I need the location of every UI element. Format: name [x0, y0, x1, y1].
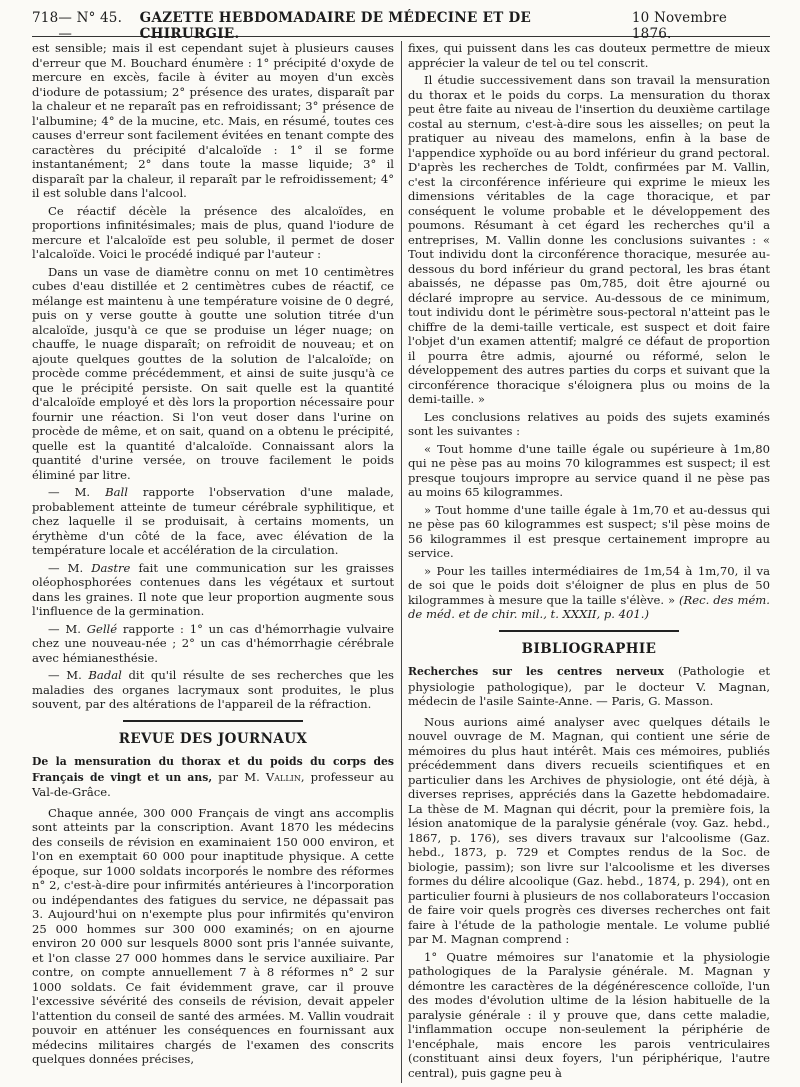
paragraph: est sensible; mais il est cependant sujet à plusieurs causes d'erreur que M. Bouchard énumère : 1° précipité d'oxyde de mercure en excès, facile à éviter au moyen d'un excès d'iodure de potassium; 2° présence des urates, disparaît par la chaleur et ne reparaît pas en refroidissant; 3° présence de l'albumine; 4° de la mucine, etc. Mais, en résumé, toutes ces causes d'erreur sont facilement évitées en tenant compte des caractères du précipité d'alcaloïde : 1° il se forme instantanément; 2° dans toute la masse liquide; 3° il disparaît par la chaleur, il reparaît par le refroidissement; 4° il est soluble dans l'alcool. — [32, 41, 394, 200]
section-rule — [123, 720, 303, 722]
paragraph: Ce réactif décèle la présence des alcaloïdes, en proportions infinitésimales; mais de plus, quand l'iodure de mercure et l'alcaloïde est peu soluble, il permet de doser l'alcaloïde. Voici le procédé indiqué par l'auteur : — [32, 203, 394, 261]
author-name: Ball — [105, 485, 128, 499]
paragraph-text: rapporte : 1° un cas d'hémorrhagie vulvaire chez une nouveau-née ; 2° un cas d'hémorrhagie cérébrale avec hémianesthésie. — [32, 621, 394, 665]
paragraph-text: » Pour les tailles intermédiaires de 1m,54 à 1m,70, il va de soi que le poids doit s'éloigner de plus en plus de 50 kilogrammes à mesure que la taille s'élève. » — [408, 563, 770, 607]
article-heading — [32, 754, 394, 800]
paragraph: Dans un vase de diamètre connu on met 10 centimètres cubes d'eau distillée et 2 centimètres cubes de réactif, ce mélange est maintenu à une température voisine de 0 degré, puis on y verse goutte à goutte une solution titrée d'un alcaloïde, jusqu'à ce que se produise un léger nuage; on chauffe, le nuage disparaît; on refroidit de nouveau; et on ajoute quelques gouttes de la solution de l'alcaloïde; on procède comme précédemment, et ainsi de suite jusqu'à ce que le précipité persiste. On sait quelle est la quantité d'alcaloïde employé et dès lors la proportion nécessaire pour fournir une réaction. Si l'on veut doser dans l'urine on procède de même, et on sait, quand on a obtenu le précipité, quelle est la quantité d'alcaloïde. Connaissant alors la quantité d'urine versée, on trouve facilement le poids éliminé par litre. — [32, 264, 394, 482]
paragraph: Chaque année, 300 000 Français de vingt ans accomplis sont atteints par la conscription. Avant 1870 les médecins des conseils de révision en examinaient 150 000 environ, et l'on en exemptait 60 000 pour inaptitude physique. A cette époque, sur 1000 soldats incorporés le nombre des réformes n° 2, c'est-à-dire pour infirmités antérieures à l'incorporation ou indépendantes des fatigues du service, ne dépassait pas 3. Aujourd'hui on n'exempte plus pour infirmités qu'environ 25 000 hommes sur 300 000 examinés; on en ajourne environ 20 000 sur lesquels 8000 sont pris l'année suivante, et l'on classe 27 000 hommes dans le service auxiliaire. Par contre, on compte annuellement 7 à 8 réformes n° 2 sur 1000 soldats. Ce fait évidemment grave, car il prouve l'excessive sévérité des conseils de révision, devait appeler l'attention du conseil de santé des armées. M. Vallin voudrait pouvoir en atténuer les conséquences en fournissant aux médecins militaires chargés de l'examen des conscrits quelques données précises, — [32, 805, 394, 1066]
paragraph: Nous aurions aimé analyser avec quelques détails le nouvel ouvrage de M. Magnan, qui contient une série de mémoires du plus haut intérêt. Mais ces mémoires, publiés précédemment dans divers recueils scientifiques et en particulier dans les Archives de physiologie, ont été déjà, à diverses reprises, appréciés dans la Gazette hebdomadaire. La thèse de M. Magnan qui décrit, pour la première fois, la lésion anatomique de la paralysie générale (voy. Gaz. hebd., 1867, p. 176), ses divers travaux sur l'alcoolisme (Gaz. hebd., 1873, p. 729 et Comptes rendus de la Soc. de biologie, passim); son livre sur l'alcoolisme et les diverses formes du délire alcoolique (Gaz. hebd., 1874, p. 294), ont en particulier fourni à plusieurs de nos collaborateurs l'occasion de faire voir quels progrès ces diverses recherches ont fait faire à l'étude de la pathologie mentale. Le volume publié par M. Magnan comprend : — [408, 714, 770, 946]
paragraph — [32, 668, 394, 712]
biblio-title: Recherches sur les centres nerveux — [408, 665, 664, 678]
article-author-suffix: , professeur au Val-de-Grâce. — [32, 769, 394, 799]
paragraph — [408, 564, 770, 622]
dash-prefix: — M. — [48, 668, 89, 682]
author-name: Badal — [88, 668, 122, 682]
dash-prefix: — M. — [48, 485, 106, 499]
journal-title: GAZETTE HEBDOMADAIRE DE MÉDECINE ET DE CHIRURGIE. — [139, 10, 532, 42]
paragraph — [32, 561, 394, 619]
paragraph: « Tout homme d'une taille égale ou supérieure à 1m,80 qui ne pèse pas au moins 70 kilogrammes est suspect; il est presque toujours impropre au service quand il ne pèse pas au moins 65 kilogrammes. — [408, 441, 770, 499]
section-title-revue: REVUE DES JOURNAUX — [118, 730, 308, 747]
dash-prefix: — M. — [48, 560, 92, 575]
article-author: Vallin — [265, 769, 301, 784]
paragraph-text: fait une communication sur les graisses oléophosphorées contenues dans les végétaux et surtout dans les graines. Il note que leur proportion augmente sous l'influence de la germination. — [32, 560, 394, 618]
issue-number: — N° 45. — — [58, 10, 123, 42]
paragraph — [32, 622, 394, 666]
paragraph-text: rapporte l'observation d'une malade, probablement atteinte de tumeur cérébrale syphilitique, et chez laquelle il se produisait, à certains moments, un érythème d'un côté de la face, avec élévation de la température locale et accélération de la circulation. — [32, 485, 394, 557]
paragraph: » Tout homme d'une taille égale à 1m,70 et au-dessus qui ne pèse pas 60 kilogrammes est suspect; s'il pèse moins de 56 kilogrammes il est presque certainement impropre au service. — [408, 502, 770, 560]
reference: (Rec. des mém. de méd. et de chir. mil., t. XXXII, p. 401.) — [408, 592, 770, 621]
section-title-bibliographie: BIBLIOGRAPHIE — [521, 640, 657, 657]
columns — [32, 41, 770, 1083]
author-name: Dastre — [91, 560, 131, 575]
article-title: De la mensuration du thorax et du poids du corps des Français de vingt et un ans, — [32, 755, 394, 784]
paragraph: 1° Quatre mémoires sur l'anatomie et la physiologie pathologiques de la Paralysie générale. M. Magnan y démontre les caractères de la dégénérescence colloïde, l'un des modes d'évolution ultime de la lésion habituelle de la paralysie générale : il y prouve que, dans cette maladie, l'inflammation occupe non-seulement la périphérie de l'encéphale, mais encore les parois ventriculaires (constituant ainsi deux foyers, l'un périphérique, l'autre central), puis gagne peu à — [408, 949, 770, 1080]
author-name: Gellé — [86, 621, 118, 636]
article-author-prefix: par M. — [212, 769, 266, 784]
paragraph: Il étudie successivement dans son travail la mensuration du thorax et le poids du corps. La mensuration du thorax peut être faite au niveau de l'insertion du deuxième cartilage costal au sternum, c'est-à-dire sous les aisselles; on peut la pratiquer au niveau des mamelons, enfin à la base de l'appendice xyphoïde ou au bord inférieur du grand pectoral. D'après les recherches de Toldt, confirmées par M. Vallin, c'est la circonférence inférieure qui exprime le mieux les dimensions véritables de la cage thoracique, et par conséquent le volume probable et le développement des poumons. Résumant à cet égard les recherches qu'il a entreprises, M. Vallin donne les conclusions suivantes : « Tout individu dont la circonférence thoracique, mesurée au-dessous du bord inférieur du grand pectoral, les bras étant abaissés, ne dépasse pas 0m,785, doit être ajourné ou déclaré impropre au service. Au-dessous de ce minimum, tout individu dont le périmètre sous-pectoral n'atteint pas le chiffre de la demi-taille verticale, est suspect et doit faire l'objet d'un examen attentif; malgré ce défaut de proportion il pourra être admis, ajourné ou réformé, selon le développement des autres parties du corps et suivant que la circonférence thoracique s'éloignera plus ou moins de la demi-taille. » — [408, 73, 770, 406]
column-divider — [401, 41, 402, 1083]
dash-prefix: — M. — [48, 621, 87, 636]
biblio-details: (Pathologie et physiologie pathologique), par le docteur V. Magnan, médecin de l'asile Sainte-Anne. — Paris, G. Masson. — [408, 664, 771, 708]
paragraph-text: dit qu'il résulte de ses recherches que les maladies des organes lacrymaux sont produites, le plus souvent, par des altérations de l'appareil de la réfraction. — [32, 668, 394, 711]
left-column — [32, 41, 394, 1083]
page-header — [32, 0, 770, 42]
biblio-heading — [408, 664, 770, 709]
paragraph: fixes, qui puissent dans les cas douteux permettre de mieux apprécier la valeur de tel ou tel conscrit. — [408, 41, 770, 70]
right-column — [408, 41, 770, 1083]
page-number: 718 — [32, 10, 59, 26]
section-rule — [499, 630, 679, 632]
paragraph: Les conclusions relatives au poids des sujets examinés sont les suivantes : — [408, 409, 770, 438]
issue-date: 10 Novembre 1876. — [631, 10, 728, 42]
paragraph — [32, 485, 394, 558]
